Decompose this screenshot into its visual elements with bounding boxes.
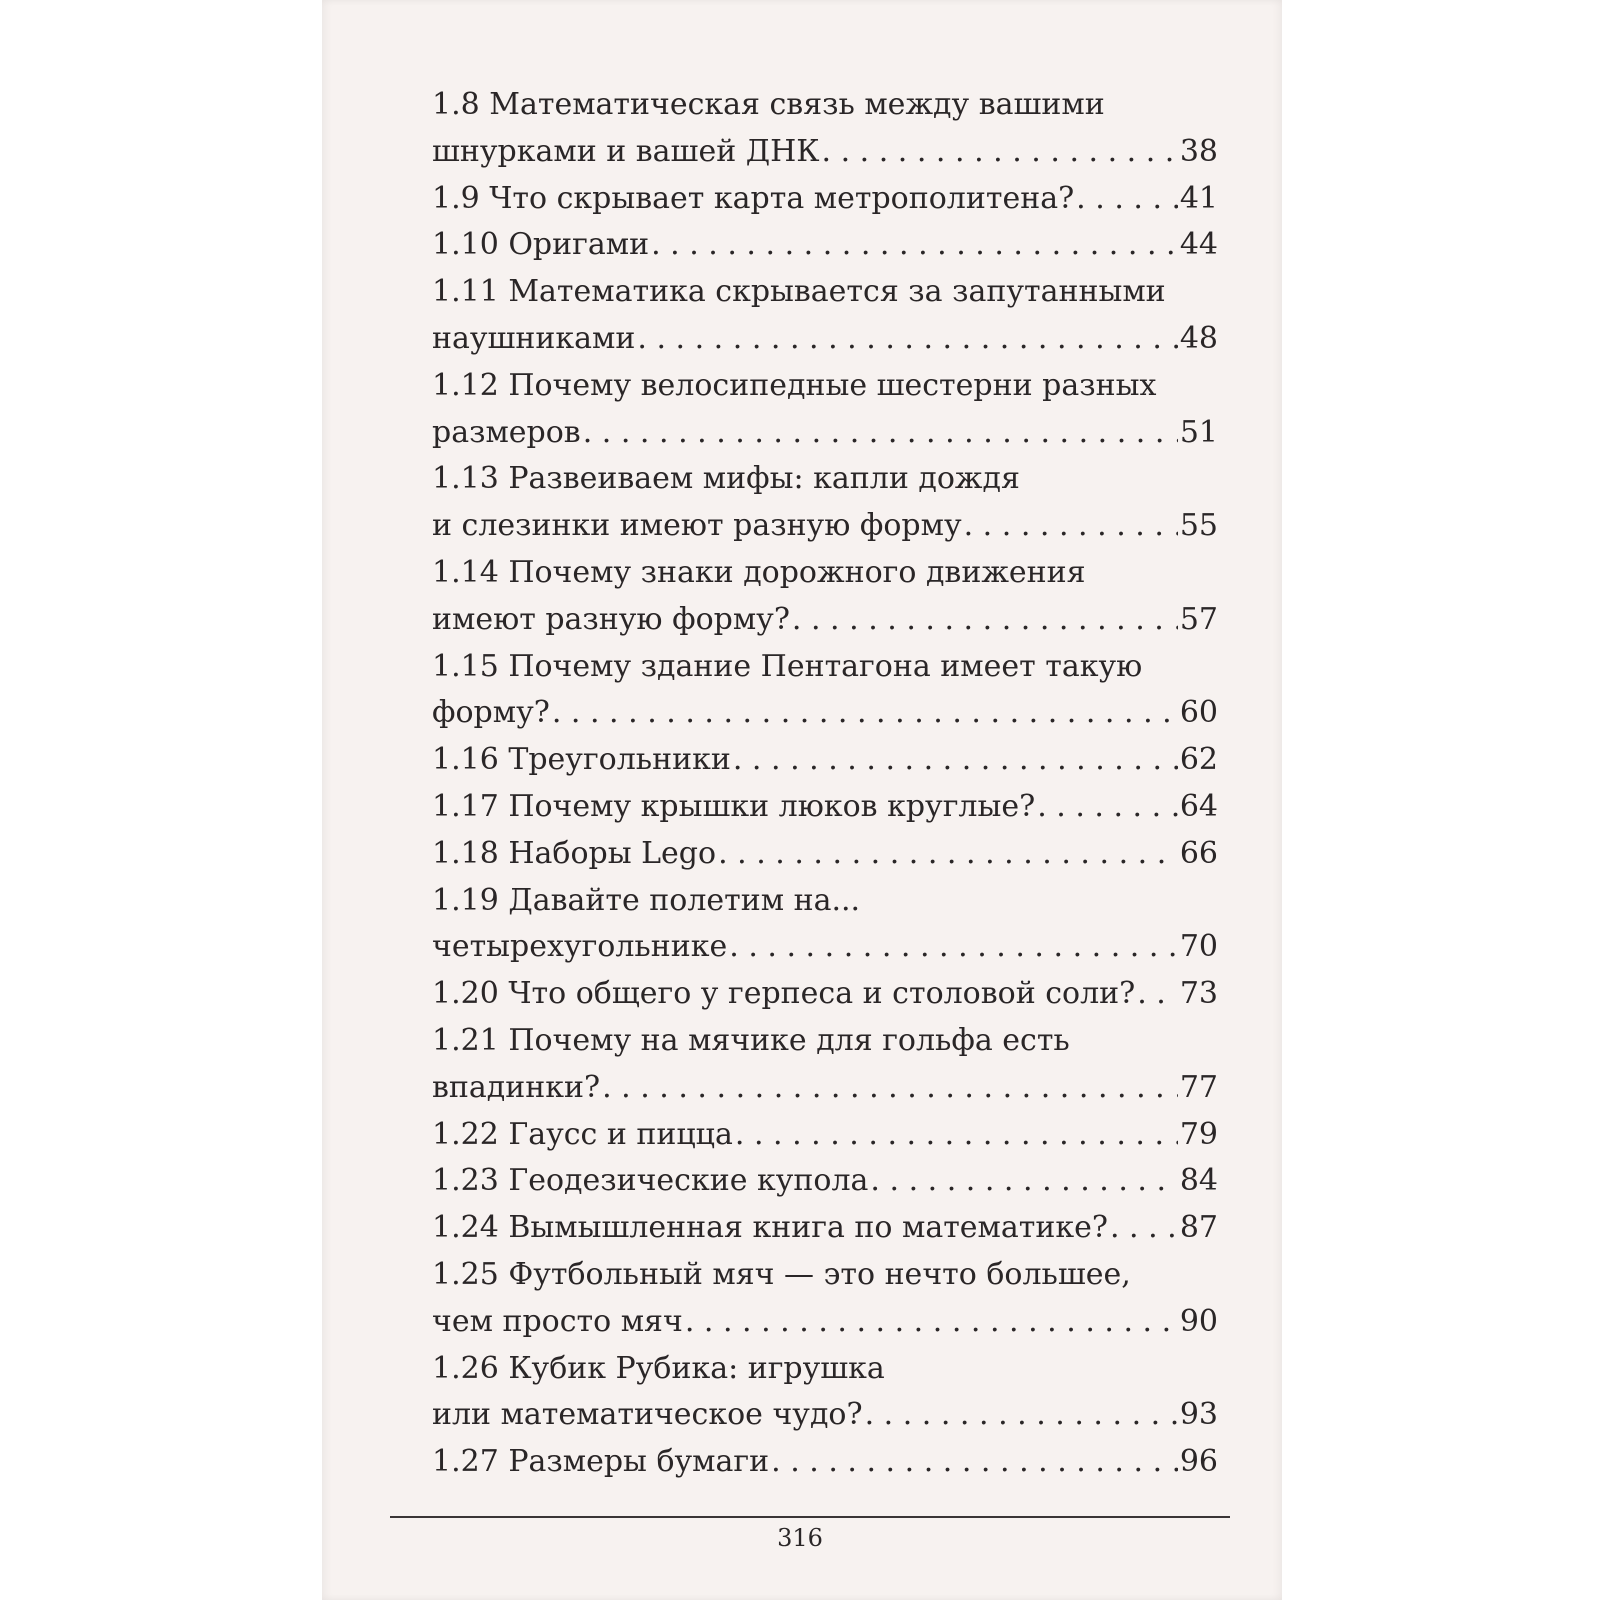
leader-dots xyxy=(637,316,1177,363)
toc-line: 1.21 Почему на мячике для гольфа есть xyxy=(432,1022,1070,1058)
leader-dots xyxy=(1037,784,1178,831)
toc-line: 1.11 Математика скрывается за запутанными xyxy=(432,274,1166,310)
leader-dots xyxy=(1110,1205,1178,1252)
leader-dots xyxy=(729,924,1178,971)
leader-dots xyxy=(733,737,1178,784)
toc-line: 1.27 Размеры бумаги . . . 96 xyxy=(432,1439,1218,1486)
page-number: 57 xyxy=(1179,601,1218,637)
toc-line: чем просто мяч . . . 90 xyxy=(432,1299,1218,1346)
toc-line: 1.19 Давайте полетим на... xyxy=(432,882,861,918)
toc-line: и слезинки имеют разную форму . . . 55 xyxy=(432,503,1218,550)
leader-dots xyxy=(865,1392,1178,1439)
page-number: 93 xyxy=(1179,1397,1218,1433)
toc-line: 1.8 Математическая связь между вашими xyxy=(432,87,1105,122)
leader-dots xyxy=(651,222,1178,269)
page-number: 38 xyxy=(1179,133,1218,169)
toc-line: 1.10 Оригами . . . 44 xyxy=(432,222,1218,269)
leader-dots xyxy=(552,690,1178,737)
toc-line: 1.24 Вымышленная книга по математике? . . . 87 xyxy=(432,1205,1218,1252)
page-number: 66 xyxy=(1179,835,1218,871)
page-folio: 316 xyxy=(777,1524,823,1552)
toc-line: 1.16 Треугольники . . . 62 xyxy=(432,737,1218,784)
page-number: 55 xyxy=(1179,508,1218,544)
toc-line: форму? . . . 60 xyxy=(432,690,1218,737)
toc-line: 1.26 Кубик Рубика: игрушка xyxy=(432,1350,885,1386)
leader-dots xyxy=(822,129,1178,176)
toc-line: четырехугольнике . . . 70 xyxy=(432,924,1218,971)
footer-rule xyxy=(390,1516,1230,1518)
page-number: 96 xyxy=(1179,1444,1218,1480)
page-number: 64 xyxy=(1179,788,1218,824)
toc-line: 1.17 Почему крышки люков круглые? . . . 64 xyxy=(432,784,1218,831)
page-number: 62 xyxy=(1179,742,1218,778)
leader-dots xyxy=(735,1112,1178,1159)
leader-dots xyxy=(685,1299,1178,1346)
leader-dots xyxy=(870,1158,1177,1205)
leader-dots xyxy=(771,1439,1178,1486)
toc-line: шнурками и вашей ДНК . . . 38 xyxy=(432,129,1218,176)
toc-line: впадинки? . . . 77 xyxy=(432,1065,1218,1112)
toc-line: 1.15 Почему здание Пентагона имеет такую xyxy=(432,648,1143,684)
page-number: 60 xyxy=(1179,695,1218,731)
toc-line: 1.23 Геодезические купола . . . 84 xyxy=(432,1158,1218,1205)
toc-line: 1.25 Футбольный мяч — это нечто большее, xyxy=(432,1256,1131,1292)
leader-dots xyxy=(583,410,1178,457)
toc-line: 1.22 Гаусс и пицца . . . 79 xyxy=(432,1112,1218,1159)
leader-dots xyxy=(964,503,1178,550)
page-number: 77 xyxy=(1179,1069,1218,1105)
page-number: 87 xyxy=(1179,1210,1218,1246)
toc-line: или математическое чудо? . . . 93 xyxy=(432,1392,1218,1439)
toc-line: 1.20 Что общего у герпеса и столовой соли? . . . 73 xyxy=(432,971,1218,1018)
leader-dots xyxy=(718,831,1178,878)
page-number: 90 xyxy=(1179,1303,1218,1339)
toc-line: имеют разную форму? . . . 57 xyxy=(432,597,1218,644)
leader-dots xyxy=(792,597,1178,644)
toc-line: 1.9 Что скрывает карта метрополитена? . . . 41 xyxy=(432,176,1218,223)
page-number: 41 xyxy=(1179,180,1218,216)
toc-line: 1.14 Почему знаки дорожного движения xyxy=(432,554,1086,590)
toc-line: 1.13 Развеиваем мифы: капли дождя xyxy=(432,461,1020,497)
page-number: 84 xyxy=(1179,1163,1218,1199)
toc-line: размеров . . . 51 xyxy=(432,410,1218,457)
page-number: 79 xyxy=(1179,1116,1218,1152)
toc-line: 1.12 Почему велосипедные шестерни разных xyxy=(432,367,1157,403)
leader-dots xyxy=(602,1065,1178,1112)
toc-line: наушниками . . . 48 xyxy=(432,316,1218,363)
toc-line: 1.18 Наборы Lego . . . 66 xyxy=(432,831,1218,878)
leader-dots xyxy=(1076,176,1178,223)
page-number: 48 xyxy=(1179,320,1218,356)
table-of-contents xyxy=(432,82,1218,1486)
leader-dots xyxy=(1137,971,1178,1018)
page-number: 70 xyxy=(1179,929,1218,965)
page-number: 73 xyxy=(1179,976,1218,1012)
page-number: 44 xyxy=(1179,227,1218,263)
page-number: 51 xyxy=(1179,414,1218,450)
